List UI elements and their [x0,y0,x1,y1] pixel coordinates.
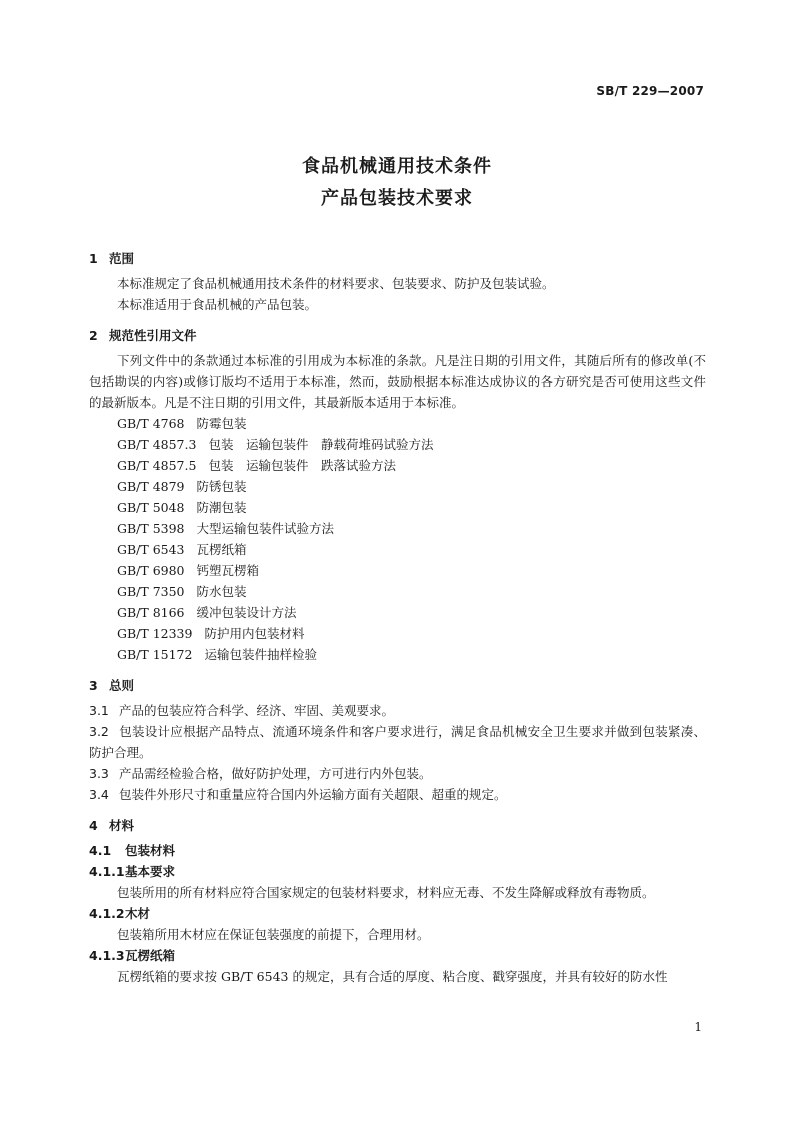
reference-name: 包装 运输包装件 跌落试验方法 [208,458,396,473]
clause-number: 3.3 [89,766,109,781]
reference-item [89,623,706,644]
paragraph: 本标准规定了食品机械通用技术条件的材料要求、包装要求、防护及包装试验。 [117,276,555,291]
clause-3-1 [89,700,706,721]
subsection-heading-corrugated-box [89,945,706,966]
reference-name: 防潮包装 [196,500,247,515]
clause-3-3 [89,763,706,784]
subsection-number: 4.1.3 [89,948,125,963]
clause-3-2 [89,721,706,763]
reference-item [89,644,706,665]
section-heading-general [89,675,706,696]
section-heading-normative-references [89,325,706,346]
reference-code: GB/T 8166 [117,605,185,620]
reference-name: 大型运输包装件试验方法 [196,521,335,536]
section-title: 规范性引用文件 [109,328,197,343]
clause-3-4 [89,784,706,805]
section-number: 3 [89,678,98,693]
reference-code: GB/T 4879 [117,479,185,494]
paragraph: 包装箱所用木材应在保证包装强度的前提下，合理用材。 [117,927,430,942]
reference-code: GB/T 7350 [117,584,185,599]
paragraph: 包装所用的所有材料应符合国家规定的包装材料要求，材料应无毒、不发生降解或释放有毒物质。 [117,885,655,900]
reference-item [89,518,706,539]
reference-code: GB/T 6980 [117,563,185,578]
reference-name: 瓦楞纸箱 [196,542,247,557]
reference-code: GB/T 5048 [117,500,185,515]
section-number: 4 [89,818,98,833]
reference-code: GB/T 15172 [117,647,193,662]
reference-code: GB/T 4768 [117,416,185,431]
section-heading-materials [89,815,706,836]
document-title-line1: 食品机械通用技术条件 [302,156,492,177]
section-number: 1 [89,251,98,266]
subsection-heading-basic-requirements [89,861,706,882]
subsection-title: 瓦楞纸箱 [125,948,176,963]
clause-number: 3.1 [89,703,109,718]
paragraph: 本标准适用于食品机械的产品包装。 [117,297,318,312]
subsection-heading-wood [89,903,706,924]
reference-item [89,434,706,455]
reference-item [89,602,706,623]
reference-name: 防护用内包装材料 [204,626,305,641]
reference-item [89,413,706,434]
subsection-number: 4.1.2 [89,906,125,921]
reference-item [89,476,706,497]
standard-code: SB/T 229—2007 [596,84,704,98]
subsection-heading-packaging-materials [89,840,706,861]
document-title-line2: 产品包装技术要求 [321,188,473,209]
clause-number: 3.4 [89,787,109,802]
subsection-title: 基本要求 [125,864,176,879]
paragraph: 瓦楞纸箱的要求按 GB/T 6543 的规定，具有合适的厚度、粘合度、戳穿强度，并具有较好的防水性 [117,969,668,984]
clause-text: 包装件外形尺寸和重量应符合国内外运输方面有关超限、超重的规定。 [119,787,507,802]
reference-name: 运输包装件抽样检验 [204,647,317,662]
reference-item [89,539,706,560]
reference-name: 包装 运输包装件 静载荷堆码试验方法 [208,437,434,452]
subsection-title: 包装材料 [125,843,176,858]
reference-item [89,497,706,518]
reference-code: GB/T 4857.3 [117,437,197,452]
reference-name: 钙塑瓦楞箱 [196,563,260,578]
reference-item [89,560,706,581]
reference-name: 防锈包装 [196,479,247,494]
reference-code: GB/T 5398 [117,521,185,536]
reference-item [89,455,706,476]
subsection-title: 木材 [125,906,151,921]
reference-code: GB/T 12339 [117,626,193,641]
subsection-number: 4.1.1 [89,864,125,879]
subsection-number: 4.1 [89,843,112,858]
reference-name: 缓冲包装设计方法 [196,605,297,620]
section-title: 范围 [109,251,135,266]
clause-number: 3.2 [89,724,109,739]
document-body [89,248,706,987]
section-title: 总则 [109,678,135,693]
section-title: 材料 [109,818,135,833]
reference-name: 防水包装 [196,584,247,599]
section-number: 2 [89,328,98,343]
page-number: 1 [694,1020,702,1034]
reference-code: GB/T 4857.5 [117,458,197,473]
reference-code: GB/T 6543 [117,542,185,557]
clause-text: 产品需经检验合格，做好防护处理，方可进行内外包装。 [119,766,432,781]
reference-name: 防霉包装 [196,416,247,431]
reference-item [89,581,706,602]
paragraph: 下列文件中的条款通过本标准的引用成为本标准的条款。凡是注日期的引用文件，其随后所有的修改单(不包括勘误的内容)或修订版均不适用于本标准，然而，鼓励根据本标准达成协议的各方研究是否可使用这些文件的最新版本。凡是不注日期的引用文件，其最新版本适用于本标准。 [89,353,706,410]
clause-text: 包装设计应根据产品特点、流通环境条件和客户要求进行，满足食品机械安全卫生要求并做到包装紧凑、防护合理。 [89,724,706,760]
clause-text: 产品的包装应符合科学、经济、牢固、美观要求。 [119,703,395,718]
section-heading-scope [89,248,706,269]
reference-list [89,413,706,665]
